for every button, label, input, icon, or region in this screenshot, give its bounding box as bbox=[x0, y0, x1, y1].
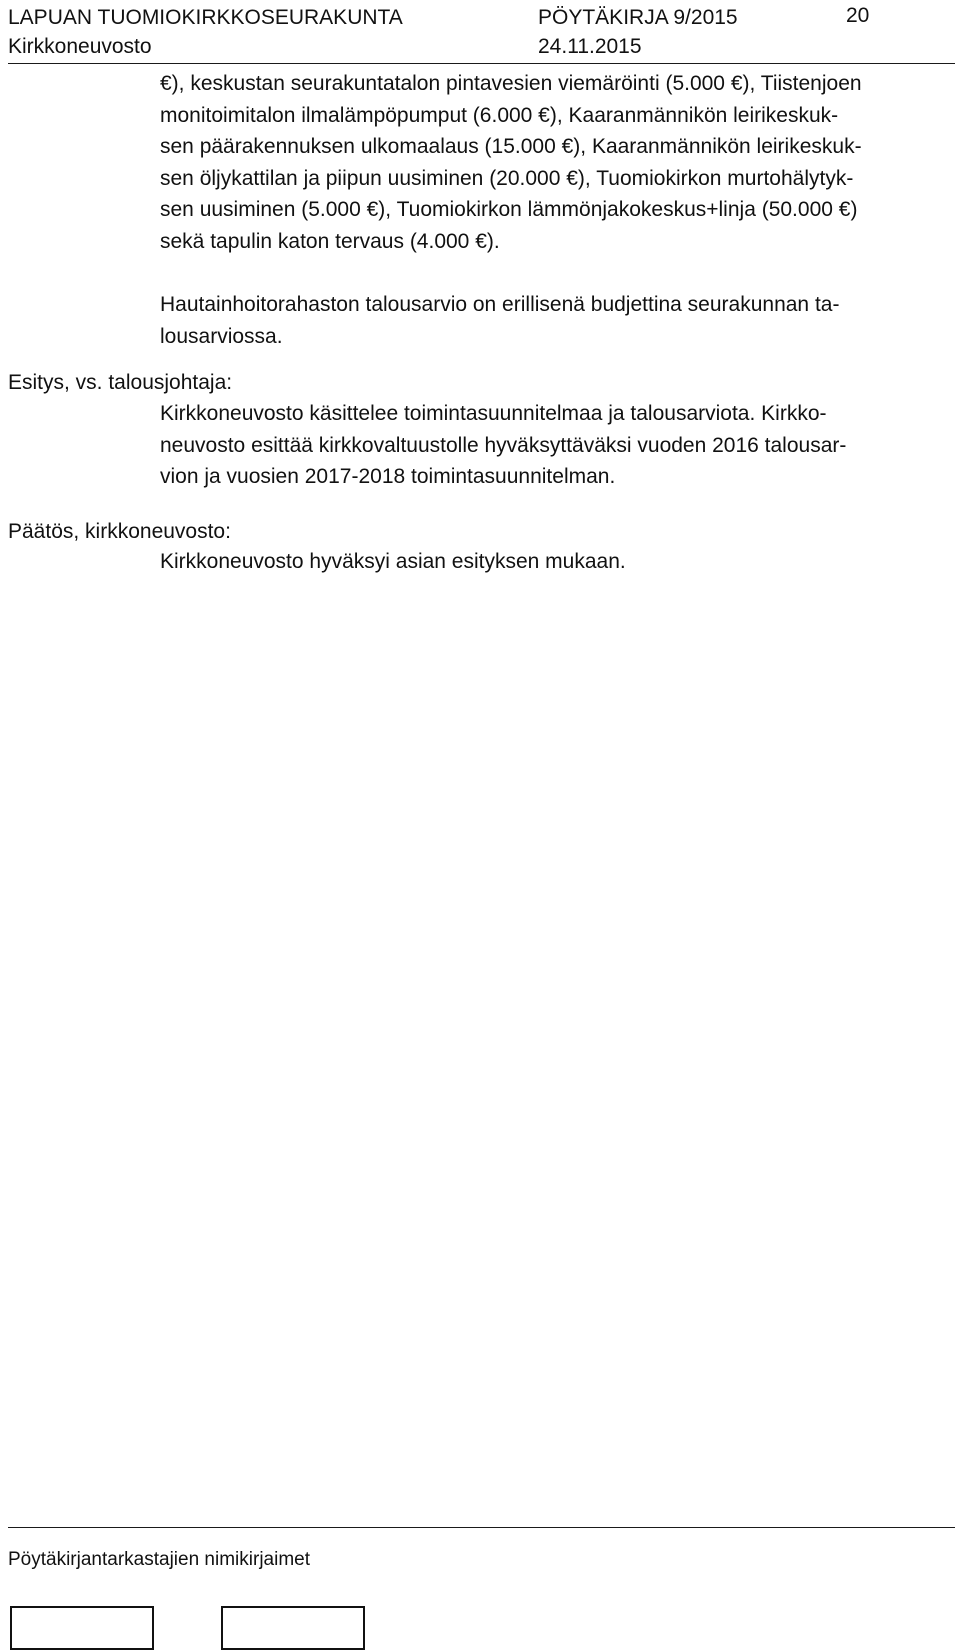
paragraph-line: monitoimitalon ilmalämpöpumput (6.000 €), Kaaranmännikön leirikeskuk- bbox=[160, 103, 839, 127]
header-body: Kirkkoneuvosto bbox=[8, 35, 152, 58]
header-document-number: PÖYTÄKIRJA 9/2015 bbox=[538, 6, 738, 29]
header-divider bbox=[8, 63, 955, 64]
proposal-line: vion ja vuosien 2017-2018 toimintasuunnitelman. bbox=[160, 465, 616, 488]
paragraph-line: sen päärakennuksen ulkomaalaus (15.000 €), Kaaranmännikön leirikeskuk- bbox=[160, 135, 862, 158]
proposal-line: neuvosto esittää kirkkovaltuustolle hyväksyttäväksi vuoden 2016 talousar- bbox=[160, 433, 847, 457]
paragraph-line: lousarviossa. bbox=[160, 324, 283, 348]
paragraph-line: Hautainhoitorahaston talousarvio on erillisenä budjettina seurakunnan ta- bbox=[160, 293, 840, 316]
decision-text bbox=[160, 546, 947, 578]
paragraph-line: sen öljykattilan ja piipun uusiminen (20.000 €), Tuomiokirkon murtohälytyk- bbox=[160, 166, 854, 190]
header-date: 24.11.2015 bbox=[538, 35, 642, 58]
header-organization: LAPUAN TUOMIOKIRKKOSEURAKUNTA bbox=[8, 6, 403, 29]
decision-line: Kirkkoneuvosto hyväksyi asian esityksen mukaan. bbox=[160, 550, 626, 573]
paragraph-line: €), keskustan seurakuntatalon pintavesien viemäröinti (5.000 €), Tiistenjoen bbox=[160, 72, 862, 95]
continuation-paragraph bbox=[160, 68, 947, 257]
page-number: 20 bbox=[846, 4, 870, 27]
paragraph-line: sekä tapulin katon tervaus (4.000 €). bbox=[160, 229, 500, 253]
hautainhoito-paragraph bbox=[160, 289, 947, 352]
initials-box-1 bbox=[10, 1606, 154, 1650]
proposal-text bbox=[160, 398, 947, 493]
initials-box-2 bbox=[221, 1606, 365, 1650]
proposal-label: Esitys, vs. talousjohtaja: bbox=[8, 371, 233, 394]
decision-label: Päätös, kirkkoneuvosto: bbox=[8, 520, 231, 543]
proposal-line: Kirkkoneuvosto käsittelee toimintasuunnitelmaa ja talousarviota. Kirkko- bbox=[160, 402, 827, 425]
paragraph-line: sen uusiminen (5.000 €), Tuomiokirkon lämmönjakokeskus+linja (50.000 €) bbox=[160, 198, 858, 221]
footer-label: Pöytäkirjantarkastajien nimikirjaimet bbox=[8, 1549, 310, 1570]
footer-divider bbox=[8, 1527, 955, 1528]
